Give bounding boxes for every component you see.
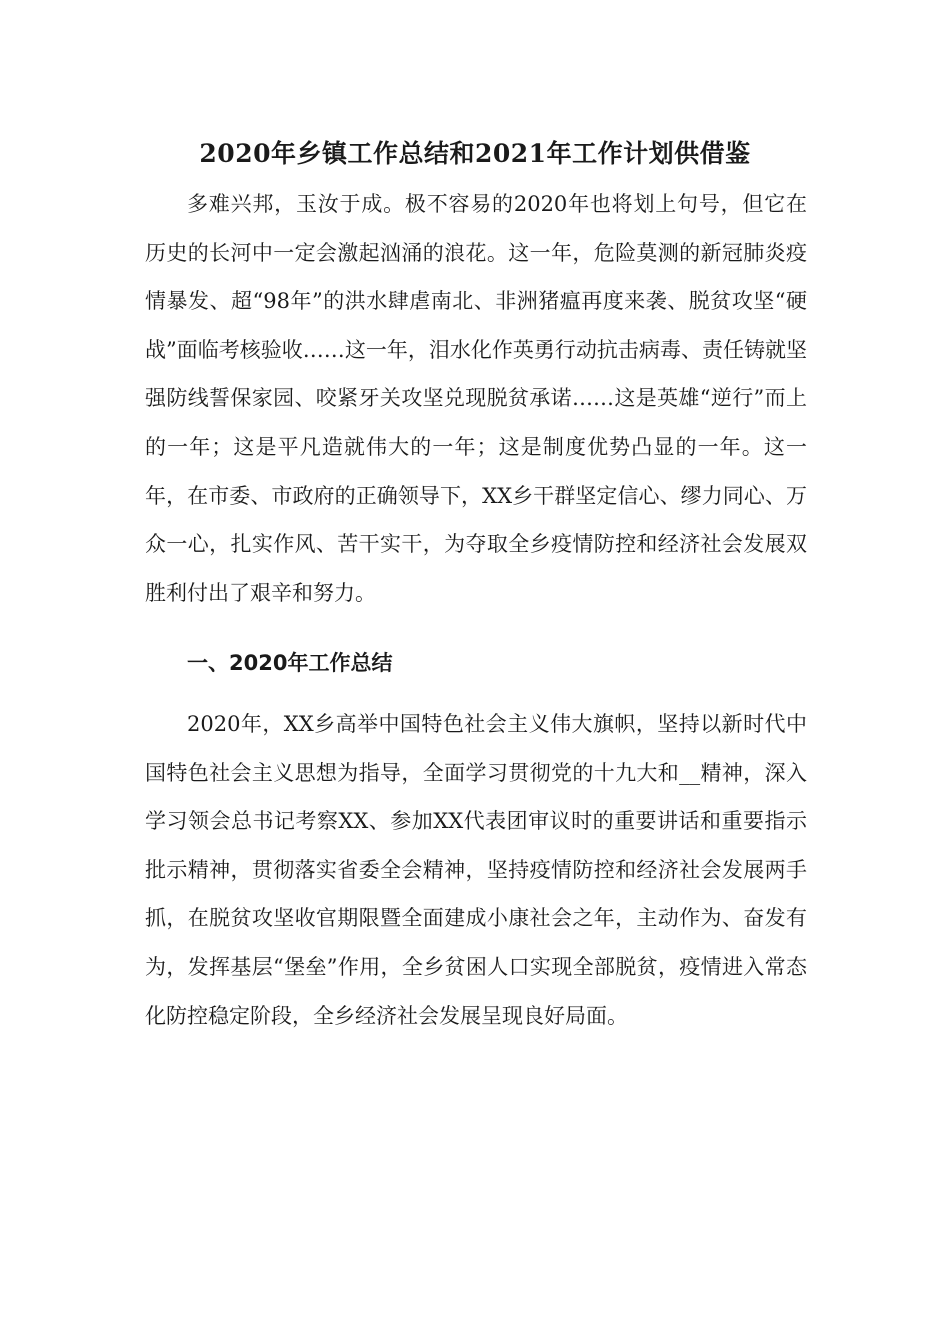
intro-paragraph: 多难兴邦，玉汝于成。极不容易的2020年也将划上句号，但它在历史的长河中一定会激起汹涌的浪花。这一年，危险莫测的新冠肺炎疫情暴发、超“98年”的洪水肆虐南北、非洲猪瘟再度来袭、脱贫攻坚“硬战”面临考核验收……这一年，泪水化作英勇行动抗击病毒、责任铸就坚强防线誓保家园、咬紧牙关攻坚兑现脱贫承诺……这是英雄“逆行”而上的一年；这是平凡造就伟大的一年；这是制度优势凸显的一年。这一年，在市委、市政府的正确领导下，XX乡干群坚定信心、缪力同心、万众一心，扎实作风、苦干实干，为夺取全乡疫情防控和经济社会发展双胜利付出了艰辛和努力。 <box>145 192 807 605</box>
paragraph-spacer <box>145 617 807 627</box>
section-1-paragraph: 2020年，XX乡高举中国特色社会主义伟大旗帜，坚持以新时代中国特色社会主义思想为指导，全面学习贯彻党的十九大和__精神，深入学习领会总书记考察XX、参加XX代表团审议时的重要讲话和重要指示批示精神，贯彻落实省委全会精神，坚持疫情防控和经济社会发展两手抓，在脱贫攻坚收官期限暨全面建成小康社会之年，主动作为、奋发有为，发挥基层“堡垒”作用，全乡贫困人口实现全部脱贫，疫情进入常态化防控稳定阶段，全乡经济社会发展呈现良好局面。 <box>145 711 807 1028</box>
document-body <box>145 180 807 1040</box>
section-heading-1: 一、2020年工作总结 <box>187 651 393 676</box>
document-title: 2020年乡镇工作总结和2021年工作计划供借鉴 <box>199 139 751 168</box>
